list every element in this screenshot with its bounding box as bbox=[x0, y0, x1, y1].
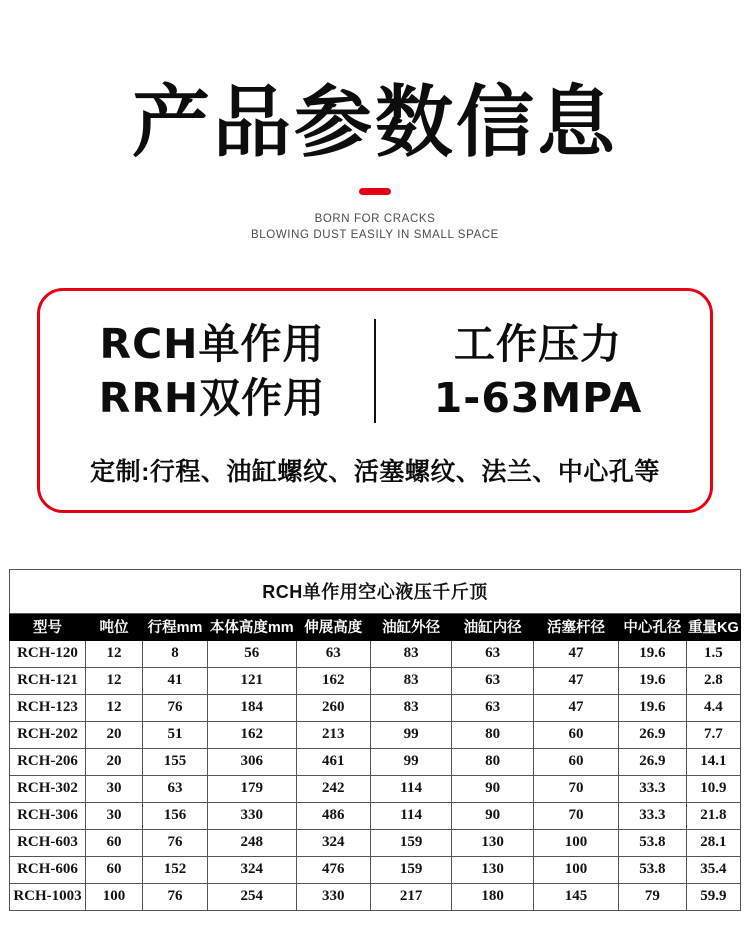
value-cell: 60 bbox=[534, 748, 619, 775]
value-cell: 47 bbox=[534, 640, 619, 667]
column-header: 重量KG bbox=[686, 613, 740, 640]
column-header: 伸展高度 bbox=[296, 613, 371, 640]
value-cell: 63 bbox=[143, 775, 208, 802]
value-cell: 156 bbox=[143, 802, 208, 829]
column-header: 本体高度mm bbox=[208, 613, 296, 640]
hero-subtitle bbox=[0, 211, 750, 244]
value-cell: 99 bbox=[371, 748, 452, 775]
value-cell: 10.9 bbox=[686, 775, 740, 802]
value-cell: 41 bbox=[143, 667, 208, 694]
spec-table-header-row bbox=[10, 613, 741, 640]
value-cell: 79 bbox=[618, 883, 686, 910]
value-cell: 76 bbox=[143, 829, 208, 856]
value-cell: 100 bbox=[534, 856, 619, 883]
value-cell: 63 bbox=[296, 640, 371, 667]
product-type-double: RRH双作用 bbox=[98, 374, 326, 423]
value-cell: 19.6 bbox=[618, 694, 686, 721]
value-cell: 152 bbox=[143, 856, 208, 883]
model-cell: RCH-606 bbox=[10, 856, 86, 883]
table-row bbox=[10, 640, 741, 667]
value-cell: 26.9 bbox=[618, 748, 686, 775]
value-cell: 35.4 bbox=[686, 856, 740, 883]
column-header: 行程mm bbox=[143, 613, 208, 640]
value-cell: 80 bbox=[452, 748, 534, 775]
model-cell: RCH-302 bbox=[10, 775, 86, 802]
table-row bbox=[10, 694, 741, 721]
value-cell: 180 bbox=[452, 883, 534, 910]
spec-table bbox=[9, 569, 741, 911]
working-pressure-label: 工作压力 bbox=[454, 319, 622, 368]
value-cell: 63 bbox=[452, 640, 534, 667]
value-cell: 53.8 bbox=[618, 856, 686, 883]
customization-note: 定制:行程、油缸螺纹、活塞螺纹、法兰、中心孔等 bbox=[90, 457, 660, 486]
value-cell: 60 bbox=[86, 856, 143, 883]
value-cell: 47 bbox=[534, 694, 619, 721]
model-cell: RCH-202 bbox=[10, 721, 86, 748]
value-cell: 330 bbox=[208, 802, 296, 829]
value-cell: 130 bbox=[452, 856, 534, 883]
hero-section bbox=[0, 0, 750, 244]
value-cell: 63 bbox=[452, 667, 534, 694]
value-cell: 83 bbox=[371, 640, 452, 667]
value-cell: 213 bbox=[296, 721, 371, 748]
working-pressure-value: 1-63MPA bbox=[433, 374, 643, 423]
page-title: 产品参数信息 bbox=[131, 78, 618, 168]
value-cell: 33.3 bbox=[618, 775, 686, 802]
value-cell: 63 bbox=[452, 694, 534, 721]
value-cell: 121 bbox=[208, 667, 296, 694]
column-header: 油缸内径 bbox=[452, 613, 534, 640]
value-cell: 2.8 bbox=[686, 667, 740, 694]
table-row bbox=[10, 667, 741, 694]
value-cell: 324 bbox=[208, 856, 296, 883]
value-cell: 28.1 bbox=[686, 829, 740, 856]
value-cell: 83 bbox=[371, 667, 452, 694]
value-cell: 7.7 bbox=[686, 721, 740, 748]
value-cell: 20 bbox=[86, 748, 143, 775]
value-cell: 12 bbox=[86, 640, 143, 667]
value-cell: 330 bbox=[296, 883, 371, 910]
value-cell: 80 bbox=[452, 721, 534, 748]
value-cell: 33.3 bbox=[618, 802, 686, 829]
value-cell: 30 bbox=[86, 802, 143, 829]
feature-columns bbox=[50, 317, 700, 426]
column-header: 中心孔径 bbox=[618, 613, 686, 640]
value-cell: 90 bbox=[452, 802, 534, 829]
model-cell: RCH-123 bbox=[10, 694, 86, 721]
table-title: RCH单作用空心液压千斤顶 bbox=[10, 569, 741, 613]
value-cell: 242 bbox=[296, 775, 371, 802]
value-cell: 12 bbox=[86, 694, 143, 721]
value-cell: 306 bbox=[208, 748, 296, 775]
value-cell: 56 bbox=[208, 640, 296, 667]
value-cell: 159 bbox=[371, 829, 452, 856]
value-cell: 486 bbox=[296, 802, 371, 829]
product-type-single: RCH单作用 bbox=[99, 319, 325, 368]
value-cell: 159 bbox=[371, 856, 452, 883]
value-cell: 100 bbox=[86, 883, 143, 910]
working-pressure bbox=[376, 317, 700, 426]
table-row bbox=[10, 775, 741, 802]
value-cell: 19.6 bbox=[618, 640, 686, 667]
spec-table-body bbox=[10, 640, 741, 910]
value-cell: 145 bbox=[534, 883, 619, 910]
table-row bbox=[10, 721, 741, 748]
value-cell: 51 bbox=[143, 721, 208, 748]
value-cell: 70 bbox=[534, 802, 619, 829]
value-cell: 184 bbox=[208, 694, 296, 721]
model-cell: RCH-120 bbox=[10, 640, 86, 667]
spec-table-section bbox=[9, 569, 741, 911]
value-cell: 12 bbox=[86, 667, 143, 694]
hero-subtitle-line1: BORN FOR CRACKS bbox=[314, 212, 436, 225]
value-cell: 70 bbox=[534, 775, 619, 802]
table-row bbox=[10, 883, 741, 910]
hero-subtitle-line2: BLOWING DUST EASILY IN SMALL SPACE bbox=[251, 229, 499, 242]
table-row bbox=[10, 829, 741, 856]
value-cell: 8 bbox=[143, 640, 208, 667]
value-cell: 324 bbox=[296, 829, 371, 856]
value-cell: 83 bbox=[371, 694, 452, 721]
model-cell: RCH-121 bbox=[10, 667, 86, 694]
table-title-row bbox=[10, 569, 741, 613]
value-cell: 76 bbox=[143, 694, 208, 721]
value-cell: 47 bbox=[534, 667, 619, 694]
value-cell: 461 bbox=[296, 748, 371, 775]
table-row bbox=[10, 748, 741, 775]
value-cell: 60 bbox=[534, 721, 619, 748]
model-cell: RCH-206 bbox=[10, 748, 86, 775]
value-cell: 162 bbox=[208, 721, 296, 748]
value-cell: 21.8 bbox=[686, 802, 740, 829]
table-row bbox=[10, 802, 741, 829]
value-cell: 90 bbox=[452, 775, 534, 802]
value-cell: 476 bbox=[296, 856, 371, 883]
value-cell: 217 bbox=[371, 883, 452, 910]
value-cell: 26.9 bbox=[618, 721, 686, 748]
value-cell: 20 bbox=[86, 721, 143, 748]
value-cell: 254 bbox=[208, 883, 296, 910]
value-cell: 19.6 bbox=[618, 667, 686, 694]
value-cell: 99 bbox=[371, 721, 452, 748]
value-cell: 59.9 bbox=[686, 883, 740, 910]
value-cell: 1.5 bbox=[686, 640, 740, 667]
value-cell: 14.1 bbox=[686, 748, 740, 775]
value-cell: 114 bbox=[371, 775, 452, 802]
value-cell: 76 bbox=[143, 883, 208, 910]
feature-box bbox=[37, 288, 713, 513]
value-cell: 248 bbox=[208, 829, 296, 856]
value-cell: 260 bbox=[296, 694, 371, 721]
value-cell: 100 bbox=[534, 829, 619, 856]
column-header: 油缸外径 bbox=[371, 613, 452, 640]
model-cell: RCH-1003 bbox=[10, 883, 86, 910]
model-cell: RCH-603 bbox=[10, 829, 86, 856]
model-cell: RCH-306 bbox=[10, 802, 86, 829]
value-cell: 155 bbox=[143, 748, 208, 775]
column-header: 型号 bbox=[10, 613, 86, 640]
column-header: 吨位 bbox=[86, 613, 143, 640]
table-row bbox=[10, 856, 741, 883]
value-cell: 162 bbox=[296, 667, 371, 694]
value-cell: 60 bbox=[86, 829, 143, 856]
value-cell: 4.4 bbox=[686, 694, 740, 721]
product-types bbox=[50, 317, 374, 426]
column-header: 活塞杆径 bbox=[534, 613, 619, 640]
value-cell: 30 bbox=[86, 775, 143, 802]
value-cell: 130 bbox=[452, 829, 534, 856]
value-cell: 114 bbox=[371, 802, 452, 829]
red-dash-divider bbox=[359, 188, 391, 195]
value-cell: 53.8 bbox=[618, 829, 686, 856]
value-cell: 179 bbox=[208, 775, 296, 802]
